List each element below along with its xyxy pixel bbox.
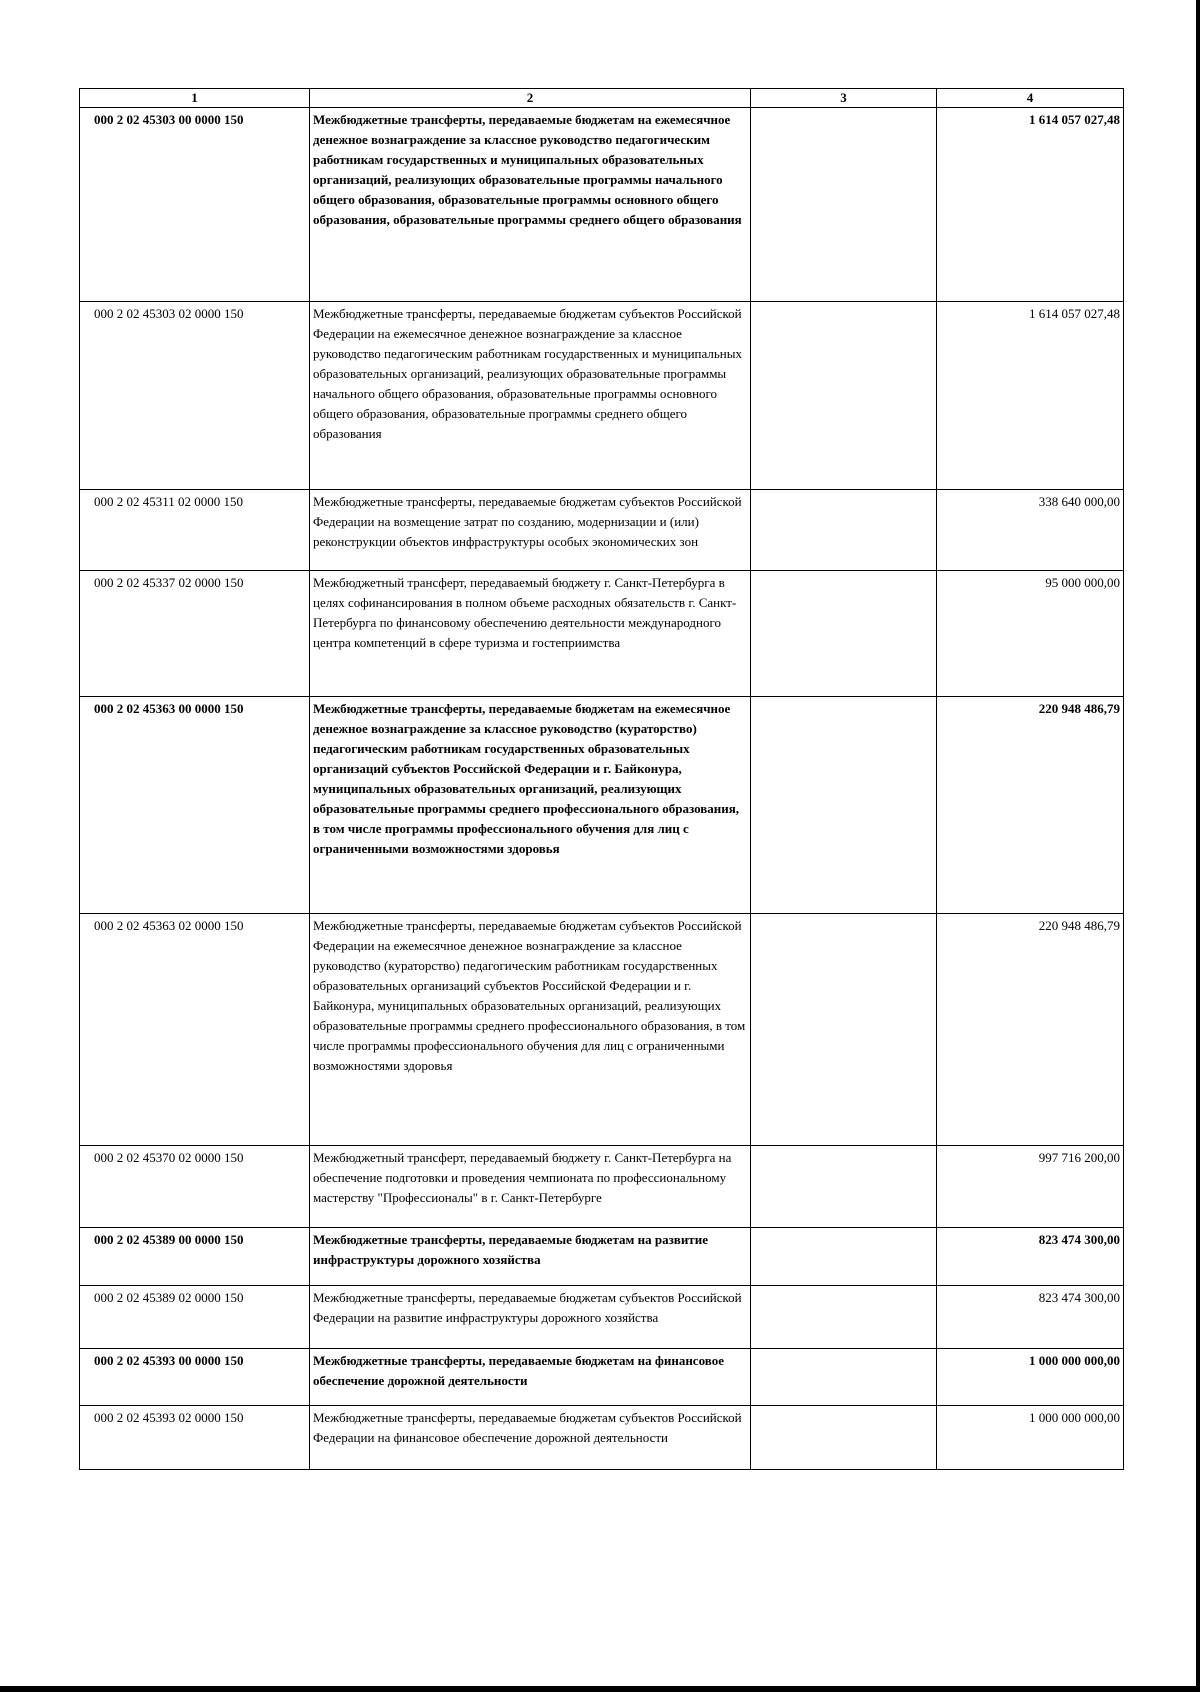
- row-amount: 997 716 200,00: [937, 1146, 1124, 1228]
- table-row: [80, 1228, 1124, 1286]
- row-col3: [751, 914, 937, 1146]
- row-col3: [751, 1406, 937, 1470]
- row-code: 000 2 02 45311 02 0000 150: [80, 490, 310, 571]
- row-description: Межбюджетные трансферты, передаваемые бюджетам на развитие инфраструктуры дорожного хозяйства: [310, 1228, 751, 1286]
- row-amount: 338 640 000,00: [937, 490, 1124, 571]
- row-amount: 1 000 000 000,00: [937, 1349, 1124, 1406]
- table-row: [80, 1286, 1124, 1349]
- row-code: 000 2 02 45337 02 0000 150: [80, 571, 310, 697]
- row-code: 000 2 02 45389 02 0000 150: [80, 1286, 310, 1349]
- row-col3: [751, 302, 937, 490]
- scan-edge-right: [1196, 0, 1200, 1692]
- row-code: 000 2 02 45389 00 0000 150: [80, 1228, 310, 1286]
- table-row: [80, 1146, 1124, 1228]
- table-row: [80, 302, 1124, 490]
- row-description: Межбюджетные трансферты, передаваемые бюджетам на финансовое обеспечение дорожной деятельности: [310, 1349, 751, 1406]
- header-col-2: 2: [310, 89, 751, 108]
- row-code: 000 2 02 45370 02 0000 150: [80, 1146, 310, 1228]
- table-header-row: [80, 89, 1124, 108]
- row-col3: [751, 1146, 937, 1228]
- row-code: 000 2 02 45303 00 0000 150: [80, 108, 310, 302]
- row-code: 000 2 02 45303 02 0000 150: [80, 302, 310, 490]
- row-amount: 1 614 057 027,48: [937, 108, 1124, 302]
- table-row: [80, 1349, 1124, 1406]
- table-row: [80, 697, 1124, 914]
- table-row: [80, 1406, 1124, 1470]
- budget-transfers-table: [79, 88, 1124, 1470]
- row-amount: 220 948 486,79: [937, 914, 1124, 1146]
- row-col3: [751, 571, 937, 697]
- header-col-1: 1: [80, 89, 310, 108]
- row-description: Межбюджетные трансферты, передаваемые бюджетам субъектов Российской Федерации на финансовое обеспечение дорожной деятельности: [310, 1406, 751, 1470]
- row-col3: [751, 1286, 937, 1349]
- table-row: [80, 490, 1124, 571]
- table-row: [80, 108, 1124, 302]
- row-amount: 1 614 057 027,48: [937, 302, 1124, 490]
- row-col3: [751, 108, 937, 302]
- scan-edge-bottom: [0, 1686, 1200, 1692]
- table-row: [80, 571, 1124, 697]
- row-description: Межбюджетные трансферты, передаваемые бюджетам субъектов Российской Федерации на возмещение затрат по созданию, модернизации и (или) реконструкции объектов инфраструктуры особых экономических зон: [310, 490, 751, 571]
- row-amount: 823 474 300,00: [937, 1286, 1124, 1349]
- row-description: Межбюджетные трансферты, передаваемые бюджетам субъектов Российской Федерации на ежемесячное денежное вознаграждение за классное руководство педагогическим работникам государственных и муниципальных образовательных организаций, реализующих образовательные программы начального общего образования, образовательные программы основного общего образования, образовательные программы среднего общего образования: [310, 302, 751, 490]
- row-description: Межбюджетные трансферты, передаваемые бюджетам на ежемесячное денежное вознаграждение за классное руководство (кураторство) педагогическим работникам государственных образовательных организаций субъектов Российской Федерации и г. Байконура, муниципальных образовательных организаций, реализующих образовательные программы среднего профессионального образования, в том числе программы профессионального обучения для лиц с ограниченными возможностями здоровья: [310, 697, 751, 914]
- row-code: 000 2 02 45393 02 0000 150: [80, 1406, 310, 1470]
- row-description: Межбюджетные трансферты, передаваемые бюджетам на ежемесячное денежное вознаграждение за классное руководство педагогическим работникам государственных и муниципальных образовательных организаций, реализующих образовательные программы начального общего образования, образовательные программы основного общего образования, образовательные программы среднего общего образования: [310, 108, 751, 302]
- row-amount: 220 948 486,79: [937, 697, 1124, 914]
- row-amount: 95 000 000,00: [937, 571, 1124, 697]
- header-col-4: 4: [937, 89, 1124, 108]
- row-description: Межбюджетный трансферт, передаваемый бюджету г. Санкт-Петербурга в целях софинансирования в полном объеме расходных обязательств г. Санкт-Петербурга по финансовому обеспечению деятельности международного центра компетенций в сфере туризма и гостеприимства: [310, 571, 751, 697]
- row-description: Межбюджетный трансферт, передаваемый бюджету г. Санкт-Петербурга на обеспечение подготовки и проведения чемпионата по профессиональному мастерству "Профессионалы" в г. Санкт-Петербурге: [310, 1146, 751, 1228]
- row-description: Межбюджетные трансферты, передаваемые бюджетам субъектов Российской Федерации на развитие инфраструктуры дорожного хозяйства: [310, 1286, 751, 1349]
- row-code: 000 2 02 45393 00 0000 150: [80, 1349, 310, 1406]
- row-col3: [751, 1228, 937, 1286]
- table-row: [80, 914, 1124, 1146]
- row-col3: [751, 490, 937, 571]
- row-col3: [751, 1349, 937, 1406]
- row-code: 000 2 02 45363 00 0000 150: [80, 697, 310, 914]
- row-amount: 823 474 300,00: [937, 1228, 1124, 1286]
- row-col3: [751, 697, 937, 914]
- row-description: Межбюджетные трансферты, передаваемые бюджетам субъектов Российской Федерации на ежемесячное денежное вознаграждение за классное руководство (кураторство) педагогическим работникам государственных образовательных организаций субъектов Российской Федерации и г. Байконура, муниципальных образовательных организаций, реализующих образовательные программы среднего профессионального образования, в том числе программы профессионального обучения для лиц с ограниченными возможностями здоровья: [310, 914, 751, 1146]
- row-amount: 1 000 000 000,00: [937, 1406, 1124, 1470]
- header-col-3: 3: [751, 89, 937, 108]
- row-code: 000 2 02 45363 02 0000 150: [80, 914, 310, 1146]
